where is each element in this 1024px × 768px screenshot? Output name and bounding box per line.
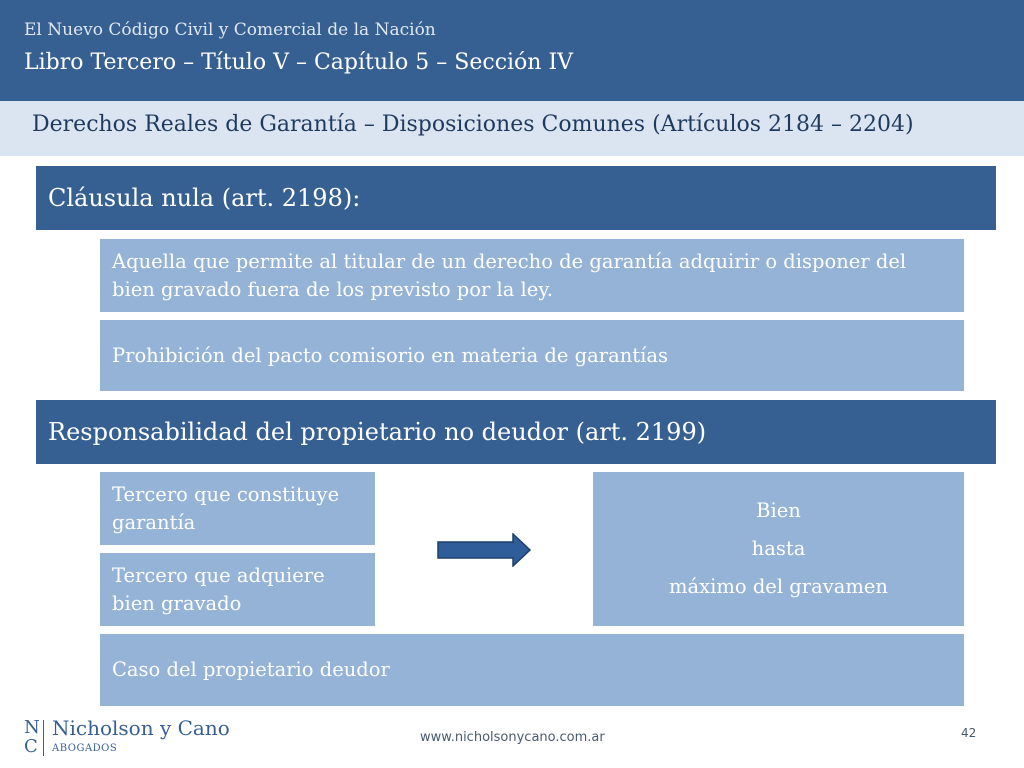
firm-logo [24, 718, 234, 760]
footer-url[interactable]: www.nicholsonycano.com.ar [420, 730, 605, 745]
subheader-text: Derechos Reales de Garantía – Disposiciones Comunes (Artículos 2184 – 2204) [32, 112, 914, 137]
responsabilidad-heading: Responsabilidad del propietario no deudor (art. 2199) [36, 400, 996, 464]
bien-line: Bien [756, 499, 801, 522]
slide-header [0, 0, 1024, 101]
pacto-comisorio-box: Prohibición del pacto comisorio en materia de garantías [100, 320, 964, 391]
logo-monogram [24, 718, 44, 756]
tercero-adquiere-box: Tercero que adquiere bien gravado [100, 553, 375, 626]
hasta-line: hasta [751, 537, 806, 560]
page-number: 42 [961, 726, 977, 740]
logo-tagline: ABOGADOS [52, 743, 118, 754]
propietario-deudor-box: Caso del propietario deudor [100, 634, 964, 706]
clausula-nula-heading: Cláusula nula (art. 2198): [36, 166, 996, 230]
header-subtitle: El Nuevo Código Civil y Comercial de la Nación [24, 20, 436, 40]
bien-hasta-gravamen-box [593, 472, 964, 626]
header-title: Libro Tercero – Título V – Capítulo 5 – Sección IV [24, 50, 574, 75]
logo-divider [43, 720, 44, 756]
section-subheader [0, 101, 1024, 156]
tercero-constituye-box: Tercero que constituye garantía [100, 472, 375, 545]
right-arrow-icon [437, 533, 531, 567]
logo-c: C [24, 736, 38, 757]
clausula-nula-definition-box: Aquella que permite al titular de un derecho de garantía adquirir o disponer del bien gravado fuera de los previsto por la ley. [100, 239, 964, 312]
maximo-gravamen-line: máximo del gravamen [669, 575, 888, 598]
logo-n: N [24, 717, 40, 738]
logo-firm-name: Nicholson y Cano [52, 716, 230, 740]
